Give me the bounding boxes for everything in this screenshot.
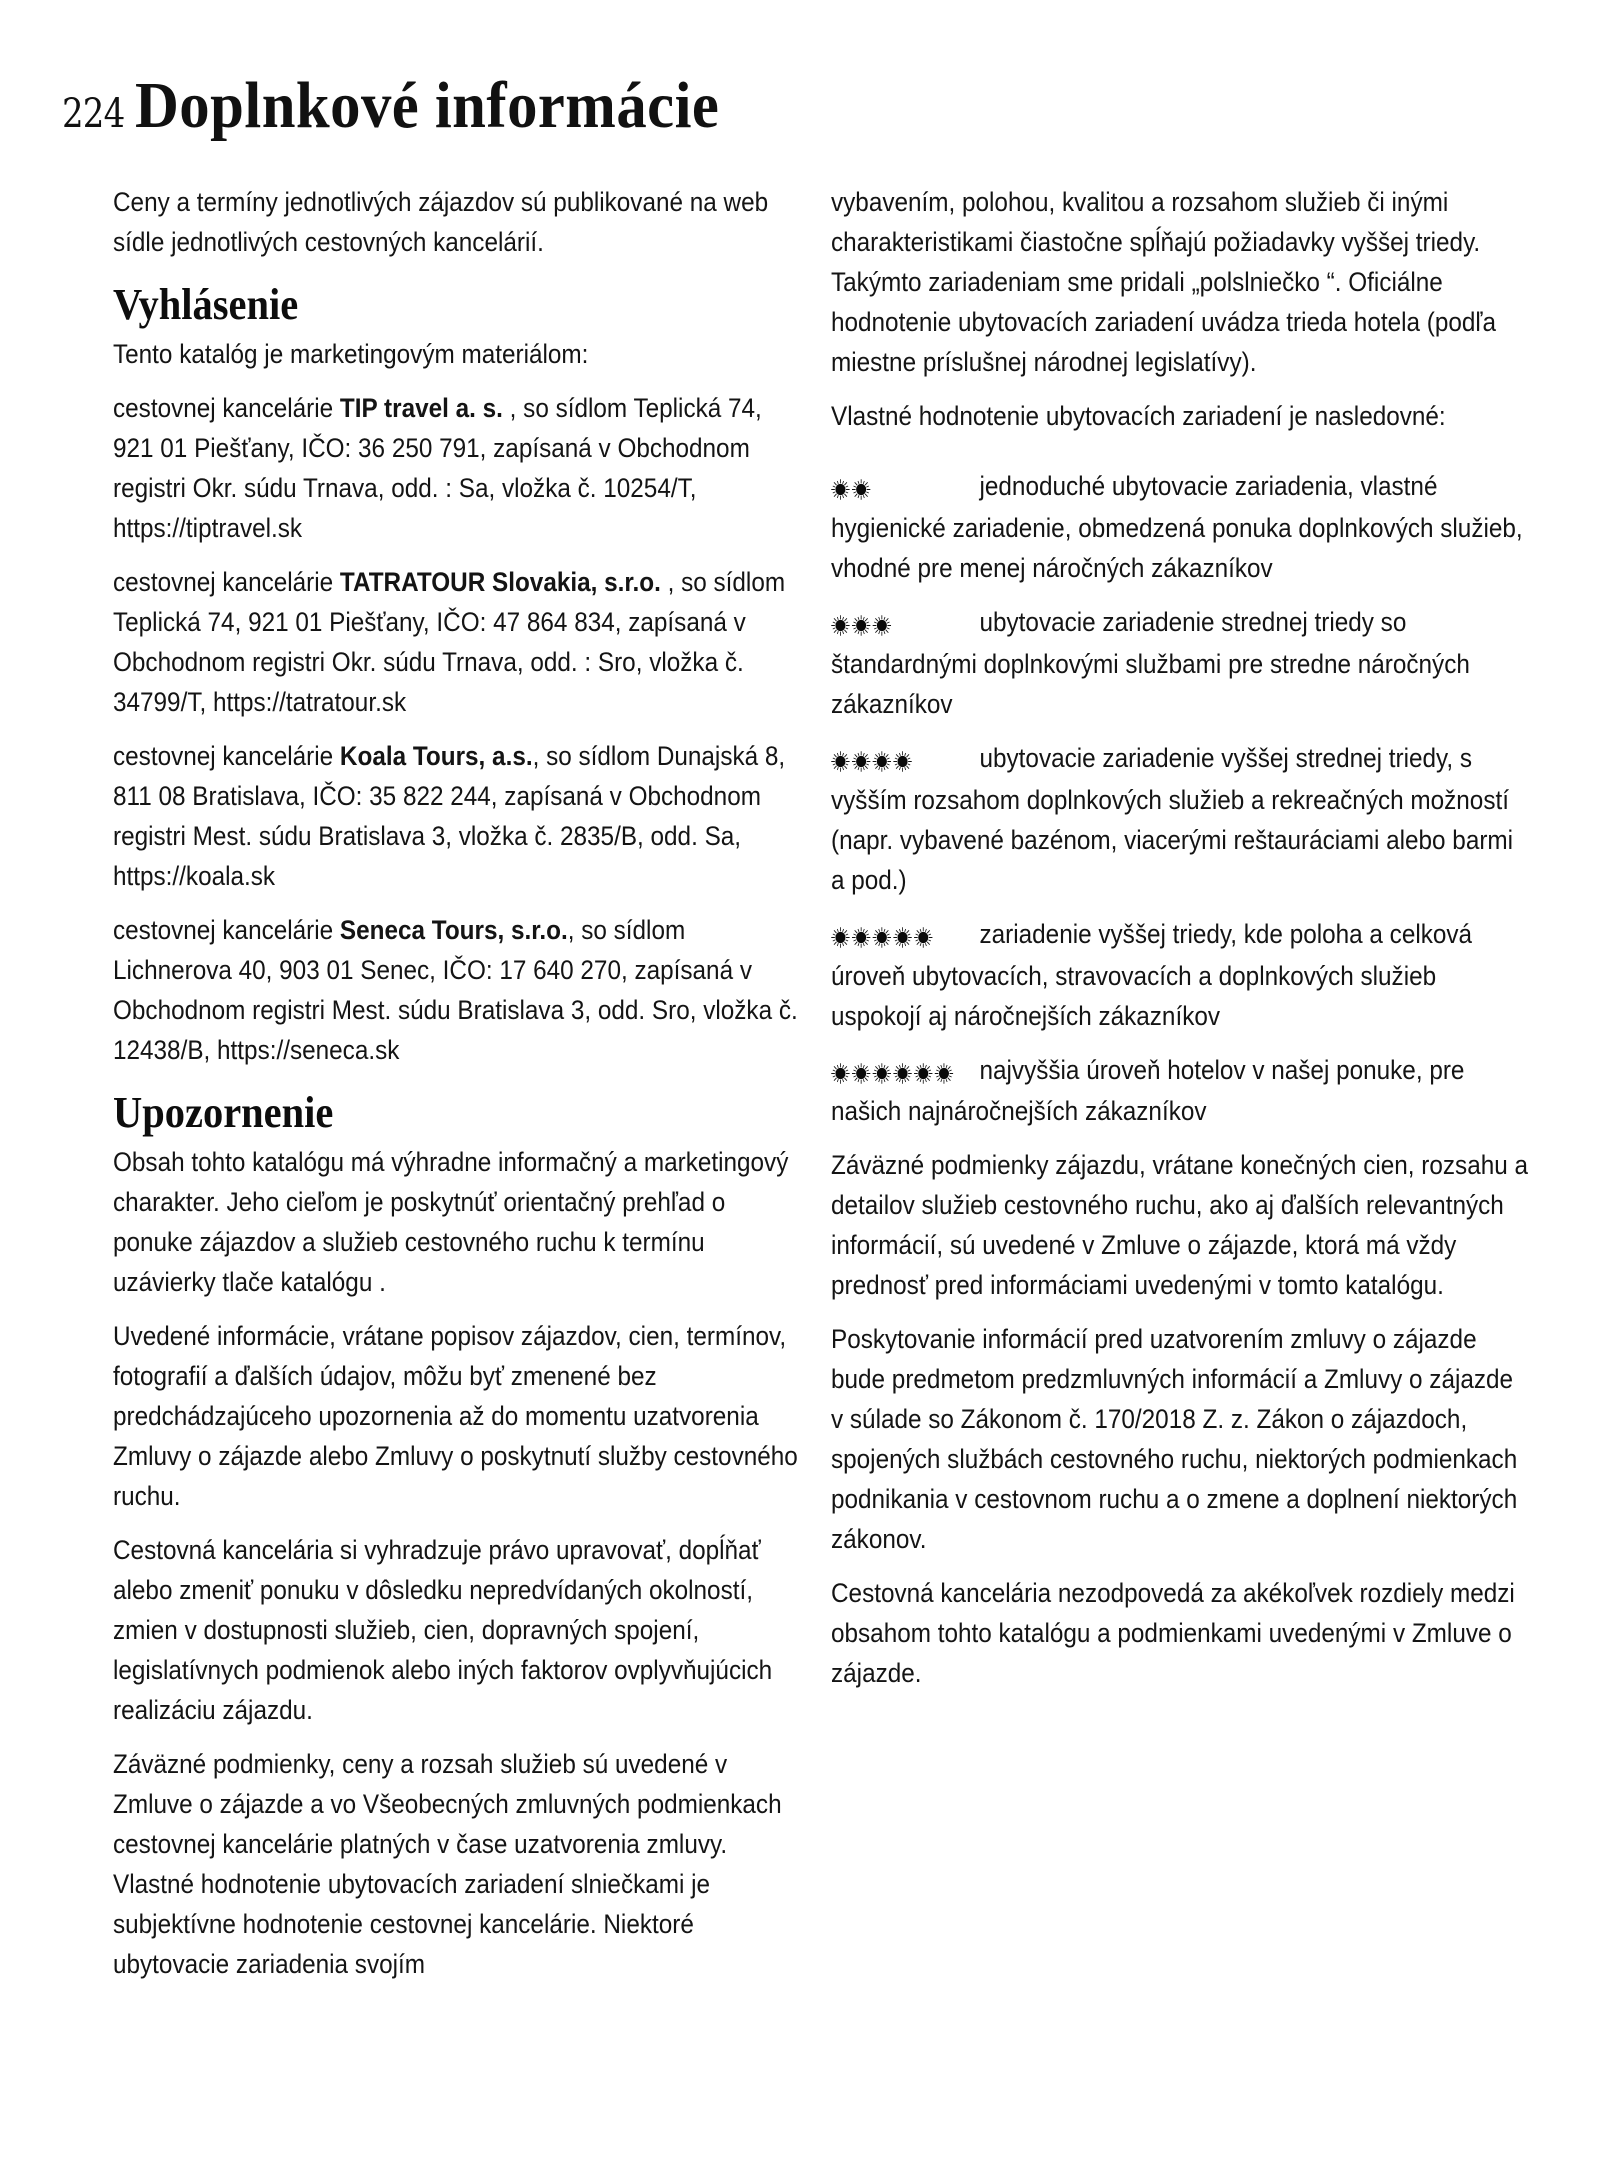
- agency-prefix: cestovnej kancelárie: [113, 393, 340, 423]
- notice-paragraph: Záväzné podmienky, ceny a rozsah služieb sú uvedené v Zmluve o zájazde a vo Všeobecných zmluvných podmienkach cestovnej kancelárie platných v čase uzatvorenia zmluvy. Vlastné hodnotenie ubytovacích zariadení slniečkami je subjektívne hodnotenie cestovnej kancelárie. Niektoré ubytovacie zariadenia svojím: [113, 1749, 782, 1979]
- sun-icon: [914, 927, 933, 948]
- agency-paragraph: [113, 562, 802, 722]
- sun-icon: [935, 1063, 954, 1084]
- left-column: [113, 182, 803, 1998]
- sun-icon: [852, 615, 871, 636]
- section-heading-vyhlasenie: Vyhlásenie: [113, 280, 299, 329]
- sun-icon: [893, 751, 912, 772]
- sun-icon: [872, 751, 891, 772]
- closing-paragraph: Záväzné podmienky zájazdu, vrátane konečných cien, rozsahu a detailov služieb cestovného ruchu, ako aj ďalších relevantných informácií, sú uvedené v Zmluve o zájazde, ktorá má vždy prednosť pred informáciami uvedenými v tomto katalógu.: [831, 1150, 1529, 1301]
- closing-paragraph: Cestovná kancelária nezodpovedá za akékoľvek rozdiely medzi obsahom tohto katalógu a podmienkami uvedenými v Zmluve o zájazde.: [831, 1578, 1515, 1689]
- agency-prefix: cestovnej kancelárie: [113, 915, 340, 945]
- rating-item: [831, 466, 1530, 588]
- sun-rating: [831, 1051, 980, 1091]
- agency-details: , so sídlom Teplická 74, 921 01 Piešťany, IČO: 36 250 791, zapísaná v Obchodnom registri Okr. súdu Trnava, odd. : Sa, vložka č. 10254/T, https://tiptravel.sk: [113, 393, 762, 543]
- agency-paragraph: [113, 910, 802, 1070]
- rating-item: [831, 914, 1530, 1036]
- agency-details: , so sídlom Teplická 74, 921 01 Piešťany, IČO: 47 864 834, zapísaná v Obchodnom registri Okr. súdu Trnava, odd. : Sro, vložka č. 34799/T, https://tatratour.sk: [113, 567, 786, 717]
- rating-description: ubytovacie zariadenie vyššej strednej triedy, s vyšším rozsahom doplnkových služieb a rekreačných možností (napr. vybavené bazénom, viacerými reštauráciami alebo barmi a pod.): [831, 742, 1514, 895]
- sun-icon: [831, 1063, 850, 1084]
- closing-paragraph: Poskytovanie informácií pred uzatvorením zmluvy o zájazde bude predmetom predzmluvných informácií a Zmluvy o zájazde v súlade so Zákonom č. 170/2018 Z. z. Zákon o zájazdoch, spojených službách cestovného ruchu, niektorých podmienkach podnikania v cestovnom ruchu a o zmene a doplnení niektorých zákonov.: [831, 1324, 1518, 1555]
- sun-icon: [893, 1063, 912, 1084]
- page-title: Doplnkové informácie: [135, 69, 720, 142]
- sun-icon: [831, 927, 850, 948]
- agency-paragraph: [113, 388, 802, 548]
- sun-icon: [872, 927, 891, 948]
- agency-paragraph: [113, 736, 802, 896]
- sun-icon: [831, 479, 850, 500]
- rating-legend: [831, 466, 1531, 1131]
- sun-icon: [831, 751, 850, 772]
- rating-item: [831, 1050, 1530, 1132]
- agency-name: TATRATOUR Slovakia, s.r.o.: [339, 567, 661, 597]
- rating-description: zariadenie vyššej triedy, kde poloha a celková úroveň ubytovacích, stravovacích a doplnkových služieb uspokojí aj náročnejších zákazníkov: [831, 918, 1473, 1031]
- agency-name: Seneca Tours, s.r.o.: [339, 915, 568, 945]
- notice-paragraph: Uvedené informácie, vrátane popisov zájazdov, cien, termínov, fotografií a ďalších údajov, môžu byť zmenené bez predchádzajúceho upozornenia až do momentu uzatvorenia Zmluvy o zájazde alebo Zmluvy o poskytnutí služby cestovného ruchu.: [113, 1321, 798, 1511]
- sun-icon: [852, 927, 871, 948]
- notice-paragraph: Obsah tohto katalógu má výhradne informačný a marketingový charakter. Jeho cieľom je poskytnúť orientačný prehľad o ponuke zájazdov a služieb cestovného ruchu k termínu uzávierky tlače katalógu .: [113, 1147, 789, 1297]
- sun-icon: [893, 927, 912, 948]
- sun-rating: [831, 604, 980, 644]
- page-header: [62, 68, 771, 144]
- rating-description: jednoduché ubytovacie zariadenia, vlastné hygienické zariadenie, obmedzená ponuka doplnkových služieb, vhodné pre menej náročných zákazníkov: [831, 471, 1523, 583]
- agency-prefix: cestovnej kancelárie: [113, 741, 340, 771]
- right-column: [831, 182, 1531, 1707]
- agency-details: , so sídlom Lichnerova 40, 903 01 Senec, IČO: 17 640 270, zapísaná v Obchodnom registri Mest. súdu Bratislava 3, odd. Sro, vložka č. 12438/B, https://seneca.sk: [113, 915, 798, 1065]
- agency-prefix: cestovnej kancelárie: [113, 567, 340, 597]
- sun-icon: [852, 1063, 871, 1084]
- intro-paragraph: Ceny a termíny jednotlivých zájazdov sú publikované na web sídle jednotlivých cestovných kancelárií.: [113, 187, 769, 257]
- continuation-paragraph: vybavením, polohou, kvalitou a rozsahom služieb či inými charakteristikami čiastočne spĺňajú požiadavky vyššej triedy. Takýmto zariadeniam sme pridali „polslniečko “. Oficiálne hodnotenie ubytovacích zariadení uvádza trieda hotela (podľa miestne príslušnej národnej legislatívy).: [831, 187, 1497, 377]
- agency-name: Koala Tours, a.s.: [339, 741, 533, 771]
- sun-icon: [831, 615, 850, 636]
- rating-description: ubytovacie zariadenie strednej triedy so štandardnými doplnkovými službami pre stredne náročných zákazníkov: [831, 606, 1470, 719]
- rating-description: najvyššia úroveň hotelov v našej ponuke, pre našich najnáročnejších zákazníkov: [831, 1054, 1465, 1127]
- sun-rating: [831, 916, 980, 956]
- rating-item: [831, 602, 1530, 724]
- sun-icon: [852, 751, 871, 772]
- sun-icon: [872, 615, 891, 636]
- sun-icon: [872, 1063, 891, 1084]
- section-heading-upozornenie: Upozornenie: [113, 1088, 334, 1137]
- page-number: 224: [62, 91, 125, 137]
- rating-item: [831, 738, 1530, 900]
- notice-paragraph: Cestovná kancelária si vyhradzuje právo upravovať, dopĺňať alebo zmeniť ponuku v dôsledku nepredvídaných okolností, zmien v dostupnosti služieb, cien, dopravných spojení, legislatívnych podmienok alebo iných faktorov ovplyvňujúcich realizáciu zájazdu.: [113, 1535, 773, 1725]
- agency-details: , so sídlom Dunajská 8, 811 08 Bratislava, IČO: 35 822 244, zapísaná v Obchodnom registri Mest. súdu Bratislava 3, vložka č. 2835/B, odd. Sa, https://koala.sk: [113, 741, 786, 891]
- agency-name: TIP travel a. s.: [339, 393, 503, 423]
- section-lead: Tento katalóg je marketingovým materiálom:: [113, 339, 589, 369]
- sun-rating: [831, 468, 980, 508]
- sun-rating: [831, 740, 980, 780]
- sun-icon: [914, 1063, 933, 1084]
- sun-icon: [852, 479, 871, 500]
- ratings-intro: Vlastné hodnotenie ubytovacích zariadení je nasledovné:: [831, 401, 1446, 431]
